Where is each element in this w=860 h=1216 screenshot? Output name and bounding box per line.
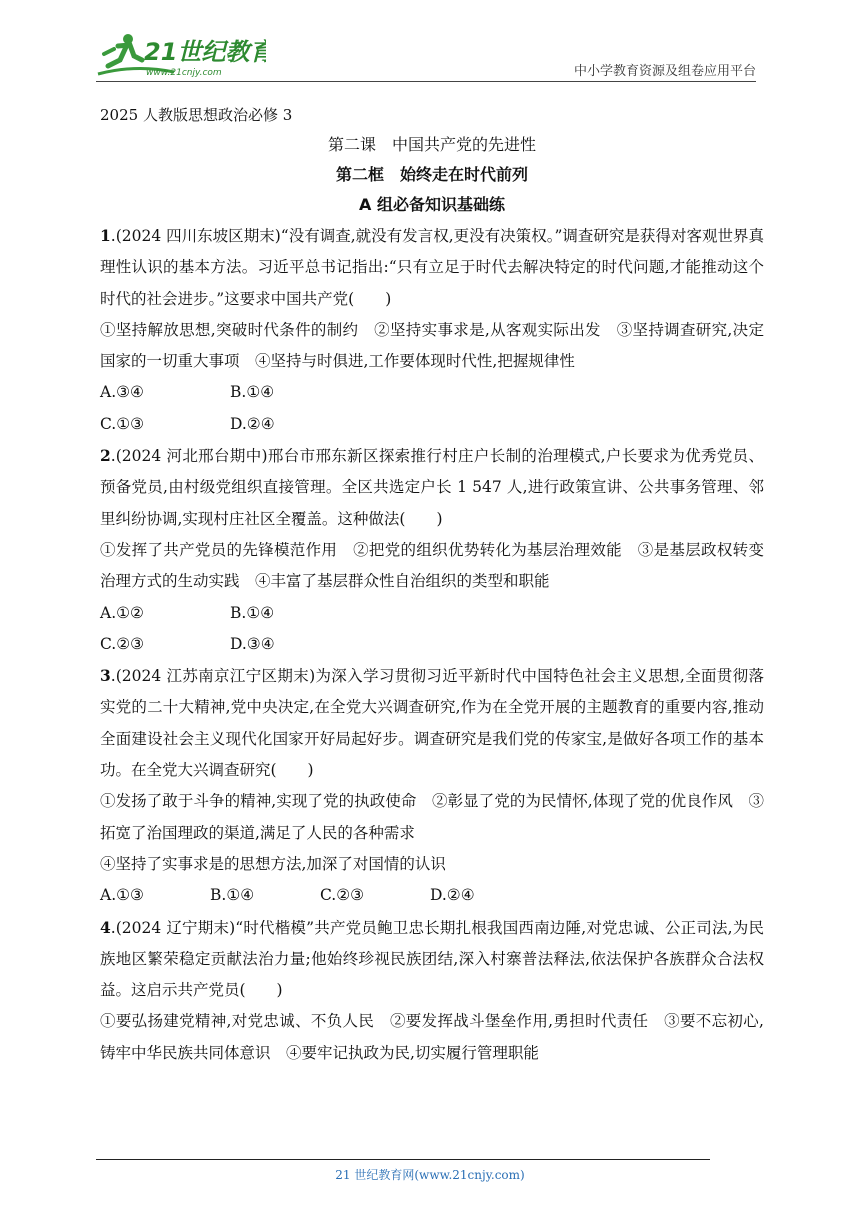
option-row bbox=[100, 629, 764, 660]
logo bbox=[96, 30, 266, 82]
question-stem: 1.(2024 四川东坡区期末)“没有调查,就没有发言权,更没有决策权。”调查研究是获得对客观世界真理性认识的基本方法。习近平总书记指出:“只有立足于时代去解决特定的时代问题,才能推动这个时代的社会进步。”这要求中国共产党( ) bbox=[100, 226, 764, 308]
section-title: 第二框 始终走在时代前列 bbox=[335, 165, 528, 184]
option-c[interactable]: C.②③ bbox=[320, 886, 365, 905]
option-a[interactable]: A.①③ bbox=[100, 886, 144, 905]
question-stem: 4.(2024 辽宁期末)“时代楷模”共产党员鲍卫忠长期扎根我国西南边陲,对党忠诚、公正司法,为民族地区繁荣稳定贡献法治力量;他始终珍视民族团结,深入村寨普法释法,依法保护各族群众合法权益。这启示共产党员( ) bbox=[100, 917, 764, 1000]
option-row bbox=[100, 598, 764, 629]
option-d[interactable]: D.②④ bbox=[230, 414, 275, 433]
question-stem: 2.(2024 河北邢台期中)邢台市邢东新区探索推行村庄户长制的治理模式,户长要求为优秀党员、预备党员,由村级党组织直接管理。全区共选定户长 1 547 人,进行政策宣讲、公共事务管理、邻里纠纷协调,实现村庄社区全覆盖。这种做法( ) bbox=[100, 446, 764, 528]
document-body bbox=[100, 100, 764, 1069]
lesson-title: 第二课 中国共产党的先进性 bbox=[327, 135, 536, 154]
option-b[interactable]: B.①④ bbox=[230, 383, 275, 402]
question-statements: ①要弘扬建党精神,对党忠诚、不负人民 ②要发挥战斗堡垒作用,勇担时代责任 ③要不忘初心,铸牢中华民族共同体意识 ④要牢记执政为民,切实履行管理职能 bbox=[100, 1012, 764, 1062]
option-row bbox=[100, 409, 764, 440]
footer-link[interactable]: 21 世纪教育网(www.21cnjy.com) bbox=[335, 1168, 525, 1182]
option-b[interactable]: B.①④ bbox=[210, 886, 255, 905]
page-header bbox=[0, 0, 860, 90]
option-c[interactable]: C.①③ bbox=[100, 414, 145, 433]
option-d[interactable]: D.②④ bbox=[430, 886, 475, 905]
option-a[interactable]: A.①② bbox=[100, 603, 144, 622]
option-a[interactable]: A.③④ bbox=[100, 383, 144, 402]
option-row bbox=[100, 377, 764, 408]
document-title: 2025 人教版思想政治必修 3 bbox=[100, 106, 293, 124]
option-b[interactable]: B.①④ bbox=[230, 603, 275, 622]
group-title: A 组必备知识基础练 bbox=[359, 195, 505, 214]
option-d[interactable]: D.③④ bbox=[230, 634, 275, 653]
question-3 bbox=[100, 660, 764, 911]
question-2 bbox=[100, 440, 764, 660]
question-4 bbox=[100, 912, 764, 1069]
question-stem: 3.(2024 江苏南京江宁区期末)为深入学习贯彻习近平新时代中国特色社会主义思想,全面贯彻落实党的二十大精神,党中央决定,在全党大兴调查研究,作为在全党开展的主题教育的重要内容,推动全面建设社会主义现代化国家开好局起好步。调查研究是我们党的传家宝,是做好各项工作的基本功。在全党大兴调查研究( ) bbox=[100, 666, 764, 780]
question-1 bbox=[100, 220, 764, 440]
question-statements: ④坚持了实事求是的思想方法,加深了对国情的认识 bbox=[100, 854, 446, 873]
option-c[interactable]: C.②③ bbox=[100, 634, 145, 653]
question-statements: ①发扬了敢于斗争的精神,实现了党的执政使命 ②彰显了党的为民情怀,体现了党的优良作风 ③拓宽了治国理政的渠道,满足了人民的各种需求 bbox=[100, 792, 764, 842]
footer-divider bbox=[96, 1159, 710, 1160]
question-statements: ①坚持解放思想,突破时代条件的制约 ②坚持实事求是,从客观实际出发 ③坚持调查研究,决定国家的一切重大事项 ④坚持与时俱进,工作要体现时代性,把握规律性 bbox=[100, 320, 764, 371]
option-row bbox=[100, 880, 764, 911]
svg-text:21世纪教育: 21世纪教育 bbox=[144, 38, 266, 66]
svg-text:www.21cnjy.com: www.21cnjy.com bbox=[146, 68, 222, 78]
platform-name: 中小学教育资源及组卷应用平台 bbox=[573, 64, 756, 79]
question-statements: ①发挥了共产党员的先锋模范作用 ②把党的组织优势转化为基层治理效能 ③是基层政权转变治理方式的生动实践 ④丰富了基层群众性自治组织的类型和职能 bbox=[100, 540, 764, 591]
header-divider bbox=[96, 81, 756, 82]
